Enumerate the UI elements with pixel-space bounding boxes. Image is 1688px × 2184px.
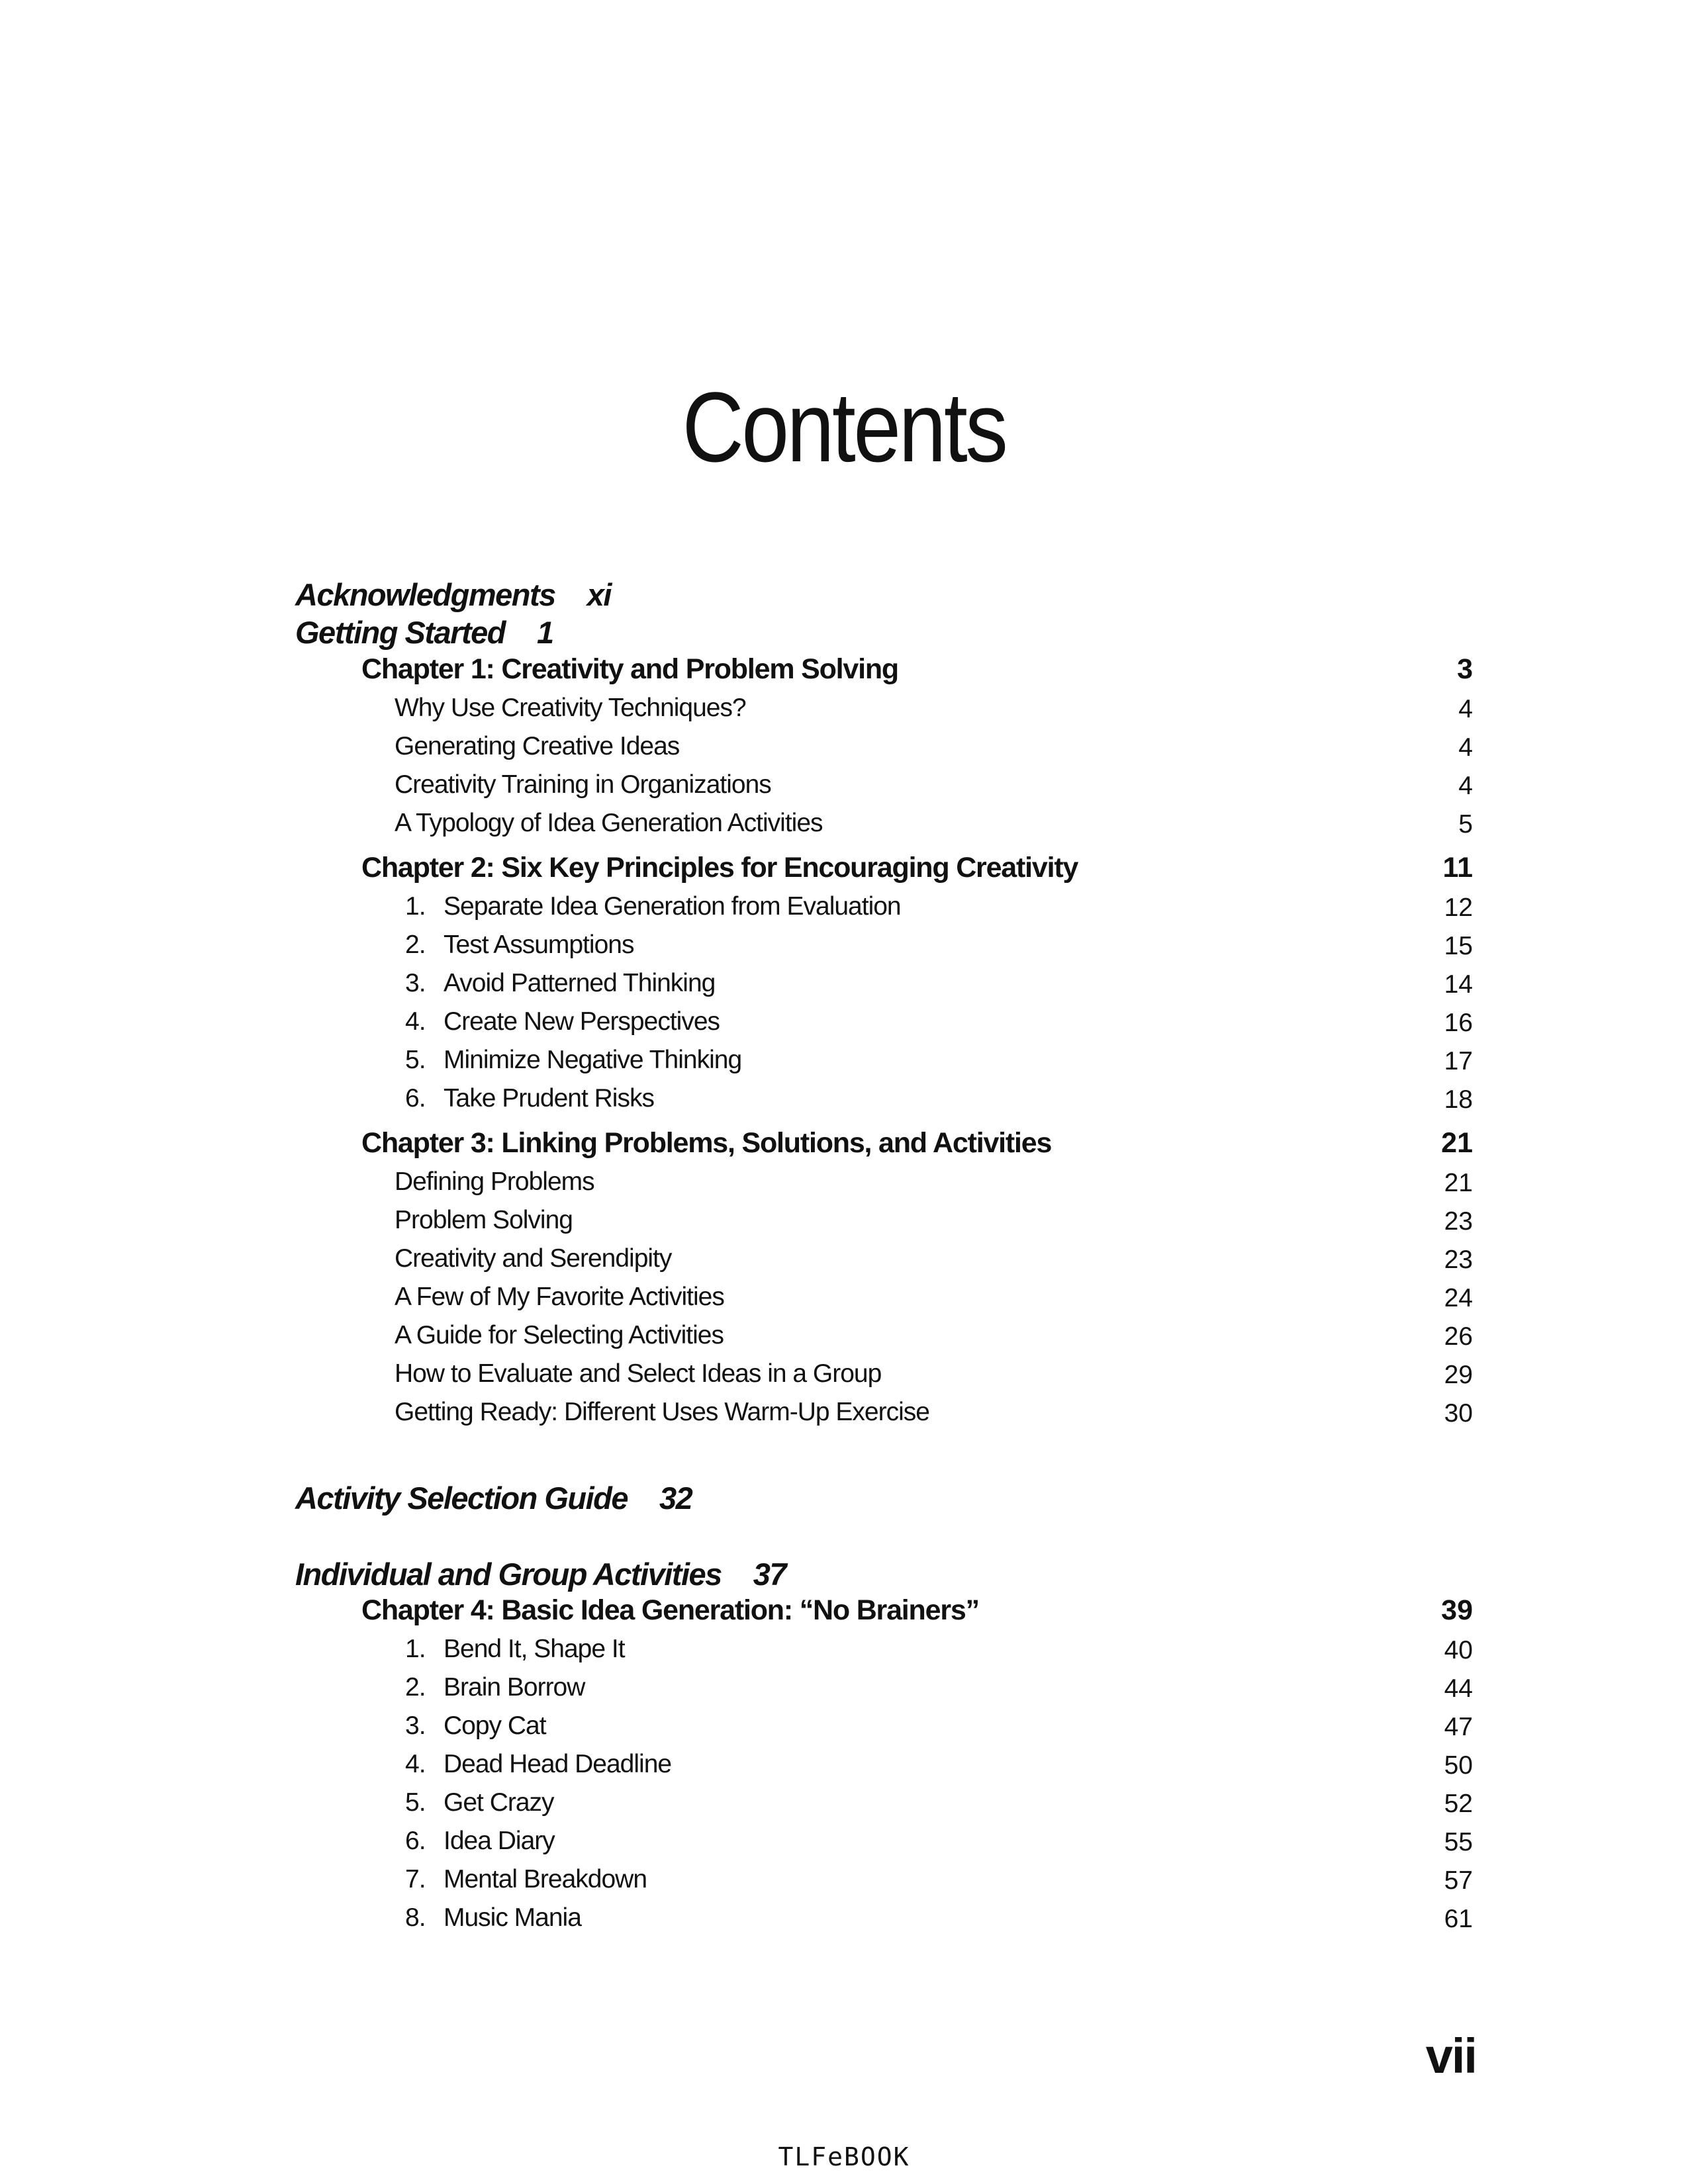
toc-section-label: Test Assumptions	[444, 931, 634, 959]
toc-section-entry	[395, 1361, 881, 1387]
toc-section-label: Why Use Creativity Techniques?	[395, 694, 746, 722]
toc-section-page: 44	[1444, 1674, 1473, 1703]
toc-section-entry	[395, 1169, 594, 1195]
toc-section-label: Minimize Negative Thinking	[444, 1046, 742, 1074]
toc-section-number: 4.	[405, 1007, 426, 1036]
toc-section-number: 1.	[405, 892, 426, 921]
toc-section-label: Get Crazy	[444, 1788, 554, 1817]
toc-chapter-page: 3	[1457, 653, 1473, 685]
toc-section-number: 1.	[405, 1635, 426, 1663]
toc-part-label: Individual and Group Activities	[295, 1557, 722, 1592]
toc-section-page: 14	[1444, 970, 1473, 999]
toc-section-label: Creativity and Serendipity	[395, 1244, 672, 1273]
toc-part-label: Getting Started	[295, 615, 505, 650]
page-folio: vii	[1425, 2028, 1476, 2083]
toc-section-label: Bend It, Shape It	[444, 1635, 625, 1663]
toc-section-number: 4.	[405, 1750, 426, 1778]
toc-part-entry	[295, 617, 553, 648]
toc-section-entry	[395, 695, 746, 721]
toc-section-page: 23	[1444, 1207, 1473, 1236]
toc-chapter-label: Chapter 2: Six Key Principles for Encouraging Creativity	[361, 852, 1078, 884]
toc-section-label: Problem Solving	[395, 1206, 573, 1234]
toc-section-page: 15	[1444, 932, 1473, 960]
toc-section-entry	[395, 1246, 671, 1271]
toc-section-page: 18	[1444, 1085, 1473, 1114]
toc-section-entry	[395, 970, 715, 996]
toc-section-page: 52	[1444, 1790, 1473, 1818]
toc-section-page: 4	[1458, 733, 1473, 762]
toc-section-page: 16	[1444, 1009, 1473, 1037]
toc-chapter-entry	[361, 655, 898, 684]
toc-section-entry	[395, 932, 633, 958]
toc-section-entry	[395, 1866, 647, 1892]
toc-section-number: 6.	[405, 1084, 426, 1113]
toc-part-label: Activity Selection Guide	[295, 1480, 628, 1516]
toc-section-entry	[395, 1284, 724, 1310]
toc-section-page: 40	[1444, 1636, 1473, 1664]
toc-chapter-label: Chapter 3: Linking Problems, Solutions, and Activities	[361, 1127, 1052, 1159]
toc-section-page: 4	[1458, 772, 1473, 800]
page-title: Contents	[682, 371, 1006, 482]
toc-section-entry	[395, 1905, 581, 1931]
toc-part-label: Acknowledgments	[295, 577, 555, 612]
toc-section-page: 29	[1444, 1361, 1473, 1389]
toc-part-page: 1	[536, 615, 553, 650]
toc-section-page: 12	[1444, 893, 1473, 922]
toc-section-label: A Few of My Favorite Activities	[395, 1283, 724, 1311]
toc-section-entry	[395, 1085, 654, 1111]
toc-section-entry	[395, 1713, 546, 1739]
toc-section-page: 55	[1444, 1828, 1473, 1856]
toc-section-label: A Guide for Selecting Activities	[395, 1321, 724, 1349]
toc-section-entry	[395, 1009, 720, 1034]
toc-chapter-page: 11	[1442, 852, 1473, 884]
toc-section-page: 61	[1444, 1905, 1473, 1933]
toc-section-label: Defining Problems	[395, 1167, 594, 1196]
toc-part-entry	[295, 579, 611, 610]
toc-section-label: Create New Perspectives	[444, 1007, 720, 1036]
toc-part-page: xi	[586, 577, 611, 612]
toc-section-entry	[395, 1636, 625, 1662]
toc-section-entry	[395, 1790, 554, 1815]
toc-section-entry	[395, 1828, 555, 1854]
toc-section-number: 8.	[405, 1903, 426, 1932]
toc-section-label: Getting Ready: Different Uses Warm-Up Exercise	[395, 1398, 929, 1426]
toc-section-label: How to Evaluate and Select Ideas in a Group	[395, 1359, 882, 1388]
toc-section-number: 5.	[405, 1046, 426, 1074]
toc-section-page: 5	[1458, 810, 1473, 839]
toc-section-page: 30	[1444, 1399, 1473, 1428]
toc-section-entry	[395, 1751, 671, 1777]
toc-section-label: Mental Breakdown	[444, 1865, 647, 1893]
toc-section-label: Generating Creative Ideas	[395, 732, 680, 760]
toc-section-page: 17	[1444, 1047, 1473, 1075]
toc-section-page: 26	[1444, 1322, 1473, 1351]
toc-section-page: 4	[1458, 695, 1473, 723]
toc-chapter-entry	[361, 854, 1078, 882]
toc-section-label: Brain Borrow	[444, 1673, 585, 1702]
footer-watermark: TLFeBOOK	[778, 2142, 910, 2171]
toc-section-label: Idea Diary	[444, 1827, 555, 1855]
toc-section-label: Creativity Training in Organizations	[395, 770, 771, 799]
toc-section-label: Avoid Patterned Thinking	[444, 969, 716, 997]
toc-section-entry	[395, 1047, 741, 1073]
toc-section-page: 24	[1444, 1284, 1473, 1312]
toc-part-entry	[295, 1559, 786, 1590]
toc-section-label: Separate Idea Generation from Evaluation	[444, 892, 901, 921]
toc-section-entry	[395, 893, 901, 919]
toc-chapter-page: 21	[1441, 1127, 1473, 1159]
toc-section-page: 23	[1444, 1246, 1473, 1274]
toc-part-page: 37	[753, 1557, 786, 1592]
toc-section-entry	[395, 1674, 585, 1700]
toc-section-label: A Typology of Idea Generation Activities	[395, 809, 823, 837]
toc-section-number: 2.	[405, 931, 426, 959]
toc-section-page: 21	[1444, 1169, 1473, 1197]
toc-section-entry	[395, 733, 679, 759]
toc-section-page: 50	[1444, 1751, 1473, 1780]
toc-chapter-label: Chapter 1: Creativity and Problem Solving	[361, 653, 898, 685]
toc-section-label: Copy Cat	[444, 1711, 546, 1740]
toc-section-page: 47	[1444, 1713, 1473, 1741]
toc-section-number: 3.	[405, 1711, 426, 1740]
toc-chapter-page: 39	[1441, 1594, 1473, 1626]
toc-section-number: 5.	[405, 1788, 426, 1817]
toc-section-number: 6.	[405, 1827, 426, 1855]
toc-section-label: Take Prudent Risks	[444, 1084, 654, 1113]
toc-section-entry	[395, 1399, 929, 1425]
toc-section-number: 3.	[405, 969, 426, 997]
toc-section-entry	[395, 810, 823, 836]
toc-section-label: Dead Head Deadline	[444, 1750, 672, 1778]
toc-section-page: 57	[1444, 1866, 1473, 1895]
toc-part-page: 32	[659, 1480, 692, 1516]
toc-chapter-entry	[361, 1129, 1051, 1158]
toc-section-number: 2.	[405, 1673, 426, 1702]
toc-part-entry	[295, 1482, 692, 1514]
toc-chapter-label: Chapter 4: Basic Idea Generation: “No Brainers”	[361, 1594, 979, 1626]
toc-section-entry	[395, 772, 771, 797]
toc-section-label: Music Mania	[444, 1903, 581, 1932]
toc-chapter-entry	[361, 1596, 979, 1625]
toc-section-entry	[395, 1322, 724, 1348]
toc-section-entry	[395, 1207, 573, 1233]
toc-section-number: 7.	[405, 1865, 426, 1893]
